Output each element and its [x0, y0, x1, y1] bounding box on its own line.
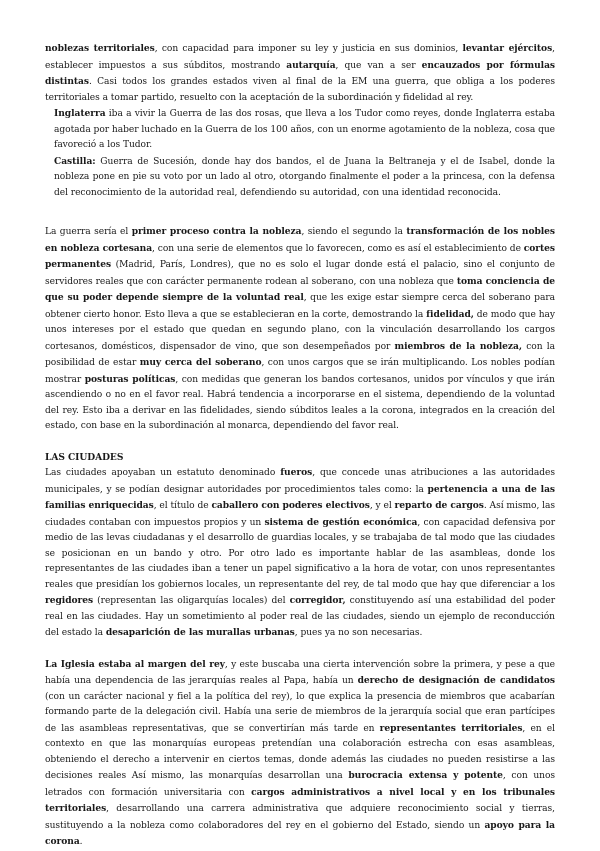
text-run: . Así mismo, las ciudades contaban con impuestos propios y un [45, 501, 556, 528]
bold-text-run: regidores [45, 595, 94, 606]
bold-text-run: representantes territoriales [379, 722, 523, 734]
section-heading-ciudades: LAS CIUDADES [45, 451, 124, 463]
bold-text-run: posturas políticas [84, 373, 176, 385]
bold-text-run: reparto de cargos [394, 500, 484, 511]
paragraph-noblezas-territoriales [45, 41, 555, 106]
bold-text-run: primer proceso contra la nobleza [131, 226, 302, 237]
text-run: , establecer impuestos a sus súbditos, mostrando [45, 44, 555, 71]
bold-text-run: fueros [280, 467, 313, 478]
text-run: , siendo el segundo la [301, 227, 407, 237]
text-run: (representan las oligarquías locales) del [93, 596, 290, 606]
bold-text-run: Castilla: [54, 155, 96, 167]
text-run: , con unos letrados con formación universitaria con [45, 771, 556, 798]
bold-text-run: pertenencia a una de las familias enriquecidas [45, 483, 555, 511]
bold-text-run: corregidor, [289, 595, 346, 606]
bold-text-run: cortes permanentes [45, 242, 555, 270]
bold-text-run: miembros de la nobleza, [394, 340, 522, 352]
paragraph-nobleza-cortesana [45, 224, 555, 435]
text-run: , que les exige estar siempre cerca del soberano para obtener cierto honor. Esto lleva a que se establecieran en la corte, demostrando la [45, 293, 555, 320]
bold-text-run: derecho de designación de candidatos [357, 675, 555, 686]
text-run: , y este buscaba una cierta intervención sobre la primera, y pese a que había una dependencia de las jerarquías reales al Papa, había un [45, 659, 555, 686]
text-run: con la posibilidad de estar [45, 341, 555, 368]
bold-text-run: desaparición de las murallas urbanas [105, 627, 295, 638]
paragraph-castilla [45, 154, 555, 202]
bold-text-run: autarquía [286, 59, 336, 71]
text-run: La guerra sería el [45, 227, 132, 237]
spacer [45, 201, 555, 216]
text-run: constituyendo así una estabilidad del poder real en las ciudades. Hay un sometimiento al poder real de las ciudades, siendo un ejemplo de reconducción del estado la [45, 596, 555, 638]
paragraph-inglaterra [45, 106, 555, 154]
bold-text-run: fidelidad, [426, 308, 474, 320]
bold-text-run: levantar ejércitos [462, 43, 553, 54]
text-run: , que concede unas atribuciones a las autoridades municipales, y se podían designar autoridades por procedimientos tales como: la [45, 468, 555, 495]
text-run: (con un carácter nacional y fiel a la política del rey), lo que explica la presencia de miembros que acabarían formando parte de la delegación civil. Había una serie de miembros de la jerarquía social que eran partícipes de las asambleas representativas, que se convertirían más tarde en [45, 691, 555, 734]
text-run: , y el [369, 501, 395, 511]
text-run: , que van a ser [335, 60, 422, 71]
text-run: . [79, 837, 83, 847]
bold-text-run: burocracia extensa y potente [348, 770, 503, 781]
text-run: , el título de [153, 501, 212, 511]
text-run: (Madrid, París, Londres), que no es solo el lugar donde está el palacio, sino el conjunto de servidores reales que con carácter permanente rodean al soberano, con una nobleza que [45, 260, 555, 287]
paragraph-iglesia [45, 657, 555, 851]
text-run: , desarrollando una carrera administrativa que adquiere reconocimiento social y tierras, sustituyendo a la nobleza como colaboradores del rey en el gobierno del Estado, siendo un [45, 804, 555, 831]
bold-text-run: caballero con poderes electivos [211, 500, 370, 511]
bold-text-run: Inglaterra [54, 108, 106, 119]
bold-text-run: transformación de los nobles en nobleza cortesana [45, 226, 555, 254]
text-run: , con capacidad para imponer su ley y justicia en sus dominios, [154, 44, 463, 54]
bold-text-run: muy cerca del soberano [139, 357, 262, 368]
text-run: , con una serie de elementos que lo favorecen, como es así el establecimiento de [152, 243, 524, 254]
text-run: , en el contexto en que las monarquías europeas pretendían una colaboración estrecha con esas asambleas, obteniendo el derecho a intervenir en ciertos temas, donde además las ciudades no pueden resistirse a las decisiones reales Así mismo, las monarquías desarrollan una [45, 723, 555, 781]
text-run: , pues ya no son necesarias. [294, 628, 423, 638]
text-run: iba a vivir la Guerra de las dos rosas, que lleva a los Tudor como reyes, donde Inglaterra estaba agotada por haber luchado en la Guerra de los 100 años, con un enorme agotamiento de la nobleza, cosa que favoreció a los Tudor. [54, 109, 555, 150]
bold-text-run: toma conciencia de que su poder depende siempre de la voluntad real [45, 275, 555, 303]
bold-text-run: La Iglesia estaba al margen del rey [45, 658, 225, 670]
bold-text-run: encauzados por fórmulas distintas [45, 59, 555, 87]
spacer [45, 216, 555, 224]
paragraph-ciudades [45, 465, 555, 642]
text-run: Guerra de Sucesión, donde hay dos bandos, el de Juana la Beltraneja y el de Isabel, donde la nobleza pone en pie su voto por un lado al otro, otorgando finalmente el poder a la princesa, con la defensa del reconocimiento de la autoridad real, defendiendo su autoridad, con una identidad reconocida. [54, 156, 555, 198]
text-run: , con capacidad defensiva por medio de las levas ciudadanas y el desarrollo de guardias locales, y se trabajaba de tal modo que las ciudades se posicionan en un bando y otro. Por otro lado es importante hablar de las asambleas, donde los representantes de las ciudades iban a tener un papel significativo a la hora de votar, con unos representantes reales que presidían los gobiernos locales, un representante del rey, de tal modo que hay que diferenciar a los [45, 517, 555, 590]
bold-text-run: sistema de gestión económica [264, 516, 418, 528]
text-run: . Casi todos los grandes estados viven al final de la EM una guerra, que obliga a los poderes territoriales a tomar partido, resuelto con la aceptación de la subordinación y fidelidad al rey. [45, 77, 555, 103]
text-run: de modo que hay unos intereses por el estado que quedan en segundo plano, con la vinculación desarrollando los cargos cortesanos, domésticos, dispensador de vino, que son desempeñados por [45, 309, 555, 352]
spacer [45, 642, 555, 657]
text-run: , con medidas que generan los bandos cortesanos, unidos por vínculos y que irán ascendiendo o no en el favor real. Habrá tendencia a incorporarse en el sistema, dependiendo de la voluntad del rey. Esto iba a derivar en las fidelidades, siendo súbditos leales a la corona, integrados en la creación del estado, con base en la subordinación al monarca, dependiendo del favor real. [45, 374, 555, 431]
bold-text-run: noblezas territoriales [45, 43, 155, 54]
bold-text-run: cargos administrativos a nivel local y en los tribunales territoriales [45, 786, 555, 814]
text-run: , con unos cargos que se irán multiplicando. Los nobles podían mostrar [45, 358, 556, 385]
spacer [45, 435, 555, 450]
bold-text-run: apoyo para la corona [45, 819, 555, 847]
text-run: Las ciudades apoyaban un estatuto denominado [45, 468, 281, 478]
